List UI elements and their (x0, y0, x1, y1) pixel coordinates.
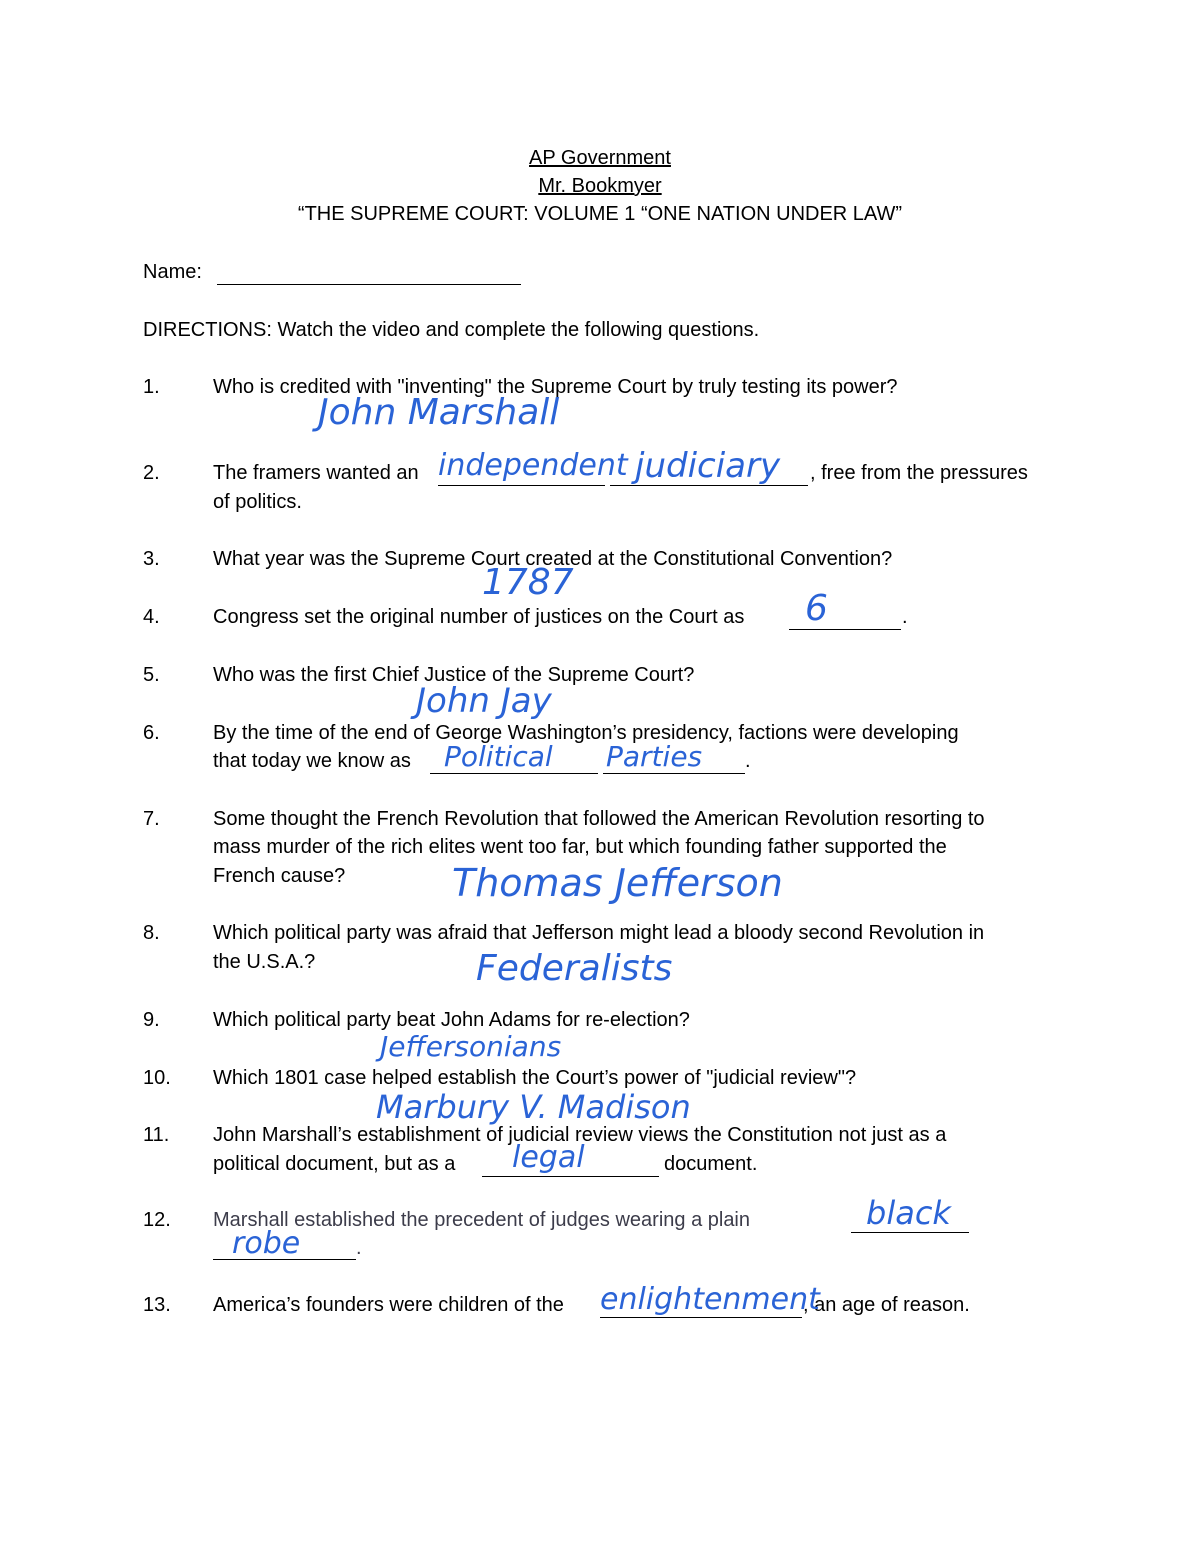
question-text: Which 1801 case helped establish the Court’s power of "judicial review"? (213, 1067, 857, 1089)
question-text: political document, but as a (213, 1153, 456, 1175)
question-text: America’s founders were children of the (213, 1294, 564, 1316)
question-number: 8. (143, 922, 160, 944)
question-text: What year was the Supreme Court created at the Constitutional Convention? (213, 548, 893, 570)
name-blank (217, 266, 521, 285)
handwritten-answer: John Jay (416, 681, 552, 721)
teacher-name: Mr. Bookmyer (538, 175, 662, 197)
handwritten-answer: John Marshall (318, 392, 560, 433)
question-number: 1. (143, 376, 160, 398)
question-text: the U.S.A.? (213, 951, 316, 973)
question-text: The framers wanted an (213, 462, 419, 484)
handwritten-answer: legal (512, 1140, 585, 1175)
question-number: 6. (143, 722, 160, 744)
question-text: Marshall established the precedent of judges wearing a plain (213, 1209, 751, 1231)
directions: DIRECTIONS: Watch the video and complete the following questions. (143, 319, 760, 341)
question-text: , free from the pressures (810, 462, 1028, 484)
question-number: 11. (143, 1124, 170, 1146)
handwritten-answer: 6 (805, 588, 828, 629)
question-number: 3. (143, 548, 160, 570)
question-text: French cause? (213, 865, 346, 887)
question-text: . (745, 750, 751, 772)
question-text: . (356, 1237, 362, 1259)
handwritten-answer: robe (232, 1226, 301, 1261)
handwritten-answer: enlightenment (600, 1282, 820, 1317)
handwritten-answer: independent (438, 448, 628, 483)
question-text: Which political party beat John Adams for re-election? (213, 1009, 690, 1031)
course-title: AP Government (529, 147, 671, 169)
handwritten-answer: Political (444, 740, 553, 773)
question-text: , an age of reason. (803, 1294, 970, 1316)
question-text: Some thought the French Revolution that followed the American Revolution resorting to (213, 808, 985, 830)
handwritten-answer: judiciary (635, 446, 781, 486)
question-number: 13. (143, 1294, 171, 1316)
worksheet-title: “THE SUPREME COURT: VOLUME 1 “ONE NATION UNDER LAW” (297, 203, 903, 225)
handwritten-answer: Marbury V. Madison (376, 1088, 691, 1126)
name-label: Name: (143, 261, 202, 283)
question-text: Which political party was afraid that Jefferson might lead a bloody second Revolution in (213, 922, 985, 944)
question-text: . (902, 606, 908, 628)
question-number: 10. (143, 1067, 171, 1089)
question-number: 2. (143, 462, 160, 484)
handwritten-answer: Parties (606, 740, 703, 773)
handwritten-answer: Thomas Jefferson (452, 861, 783, 905)
handwritten-answer: Federalists (476, 948, 673, 989)
question-number: 9. (143, 1009, 160, 1031)
question-number: 12. (143, 1209, 171, 1231)
handwritten-answer: Jeffersonians (380, 1030, 562, 1063)
question-text: Who is credited with "inventing" the Supreme Court by truly testing its power? (213, 376, 898, 398)
question-text: that today we know as (213, 750, 411, 772)
question-number: 7. (143, 808, 160, 830)
question-text: Congress set the original number of justices on the Court as (213, 606, 745, 628)
question-text: John Marshall’s establishment of judicial review views the Constitution not just as a (213, 1124, 947, 1146)
question-text: mass murder of the rich elites went too far, but which founding father supported the (213, 836, 947, 858)
question-text: Who was the first Chief Justice of the Supreme Court? (213, 664, 695, 686)
question-text: of politics. (213, 491, 302, 513)
question-text: document. (664, 1153, 758, 1175)
handwritten-answer: 1787 (482, 562, 574, 603)
question-number: 5. (143, 664, 160, 686)
handwritten-answer: black (866, 1194, 951, 1232)
question-text: By the time of the end of George Washington’s presidency, factions were developing (213, 722, 959, 744)
question-number: 4. (143, 606, 160, 628)
